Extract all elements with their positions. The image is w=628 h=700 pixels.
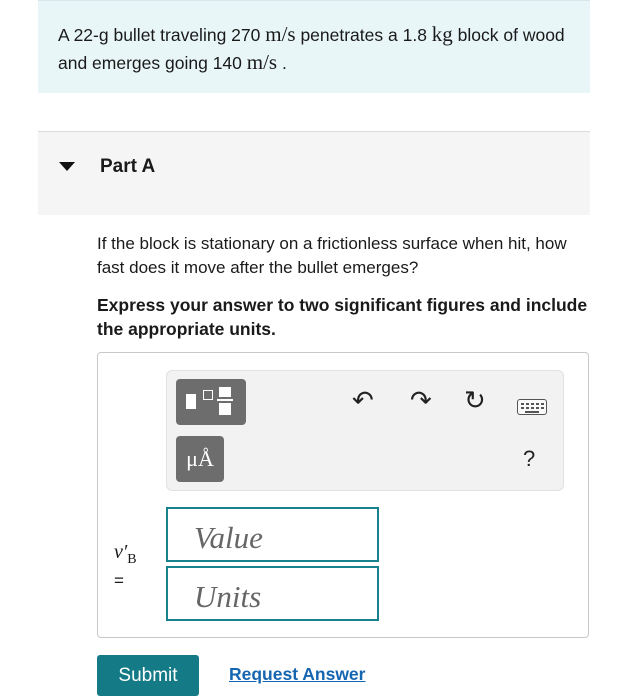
help-button[interactable]: ?	[523, 446, 536, 471]
undo-icon[interactable]: ↶	[352, 385, 374, 415]
small-square-icon	[203, 390, 213, 400]
equals-sign: =	[114, 571, 124, 590]
redo-icon[interactable]: ↷	[410, 385, 432, 415]
unit-ms-2: m/s	[246, 50, 278, 74]
problem-text-2: penetrates a 1.8	[295, 25, 432, 45]
instruction-text: Express your answer to two significant figures and include the appropriate units.	[97, 295, 588, 339]
problem-statement	[38, 0, 590, 93]
answer-box	[97, 352, 589, 638]
units-input[interactable]	[166, 566, 379, 621]
value-input[interactable]	[166, 507, 379, 562]
part-a-header[interactable]	[38, 131, 590, 215]
unit-kg: kg	[431, 22, 453, 46]
request-answer-link[interactable]: Request Answer	[229, 664, 366, 684]
math-toolbar	[166, 370, 564, 491]
caret-down-icon[interactable]	[59, 162, 75, 171]
unit-ms-1: m/s	[265, 22, 296, 46]
problem-text-1: A 22-g bullet traveling 270	[58, 25, 266, 45]
part-title: Part A	[100, 156, 156, 177]
problem-text-3: block of wood and emerges going 140	[58, 25, 565, 73]
fraction-icon	[219, 387, 231, 397]
submit-button[interactable]: Submit	[97, 655, 199, 696]
reset-icon[interactable]: ↻	[464, 385, 486, 415]
keyboard-icon[interactable]	[517, 399, 547, 415]
square-icon	[186, 394, 196, 409]
question-text: If the block is stationary on a frictionless surface when hit, how fast does it move after the bullet emerges?	[97, 234, 567, 277]
problem-text-4: .	[277, 53, 287, 73]
units-button[interactable]: μÅ	[176, 436, 224, 482]
variable-label: $v'_B$	[114, 541, 137, 567]
templates-button[interactable]	[176, 379, 246, 425]
